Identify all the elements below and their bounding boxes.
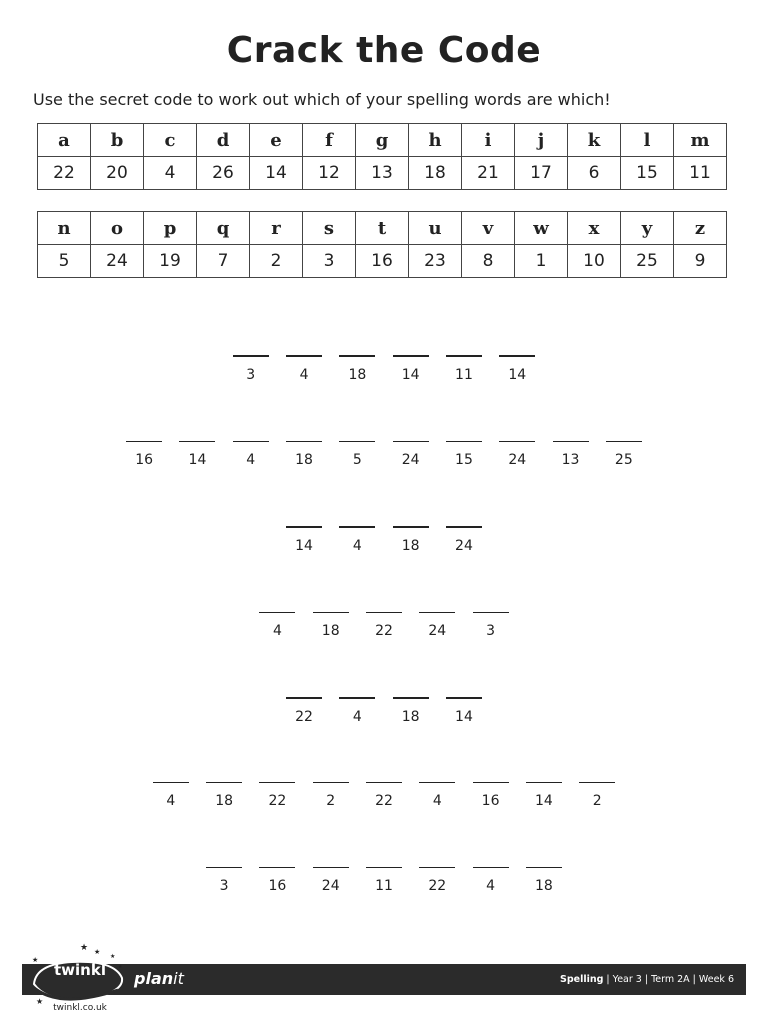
puzzle-word [0,612,768,639]
code-number-cell: 2 [250,245,303,278]
answer-blank[interactable] [339,355,375,357]
letter-slot [224,441,277,468]
letter-slot [304,612,357,639]
code-letter-cell: c [144,124,197,157]
code-letter-cell: y [621,212,674,245]
code-number: 4 [352,538,362,554]
code-number: 4 [432,793,442,809]
code-letter-cell: t [356,212,409,245]
code-number: 3 [246,367,256,383]
footer-subject: Spelling [559,974,604,985]
letter-slot [357,867,410,894]
answer-blank[interactable] [393,441,429,442]
code-letter-cell: d [197,124,250,157]
code-number: 16 [268,878,287,894]
letter-slot [331,526,384,554]
code-letters-row [38,212,727,245]
code-number: 18 [534,878,553,894]
letter-slot [491,441,544,468]
code-letter-cell: b [91,124,144,157]
code-number: 24 [321,878,340,894]
letter-slot [411,867,464,894]
code-number: 22 [428,878,447,894]
code-number: 22 [375,793,393,809]
code-number-cell: 17 [515,157,568,190]
code-letter-cell: x [568,212,621,245]
letter-slot [277,526,330,554]
letter-slot [304,782,357,809]
letter-slot [357,612,410,639]
code-number: 4 [486,878,496,894]
code-number: 14 [401,367,420,383]
letter-slot [331,355,384,383]
code-letter-cell: u [409,212,462,245]
svg-text:★: ★ [80,943,89,953]
letter-slot [331,697,384,725]
code-number: 18 [348,367,367,383]
answer-blank[interactable] [206,867,242,868]
code-number-cell: 16 [356,245,409,278]
letter-slot [437,441,490,468]
footer-info [560,974,734,985]
puzzle-word [0,782,768,809]
puzzle-word [0,697,768,725]
answer-blank[interactable] [606,441,642,442]
code-letter-cell: j [515,124,568,157]
code-number-cell: 19 [144,245,197,278]
answer-blank[interactable] [259,612,295,613]
code-number: 18 [321,623,340,639]
letter-slot [277,697,330,725]
code-number: 15 [455,452,473,468]
code-letter-cell: f [303,124,356,157]
letter-slot [411,782,464,809]
letter-slot [517,867,570,894]
answer-blank[interactable] [446,355,482,357]
code-letter-cell: i [462,124,515,157]
answer-blank[interactable] [179,441,215,442]
planit-prefix: plan [134,969,174,988]
answer-blank[interactable] [286,697,322,699]
code-number: 13 [561,452,580,468]
answer-blank[interactable] [286,526,322,528]
answer-blank[interactable] [526,867,562,868]
code-number-cell: 1 [515,245,568,278]
letter-slot [277,441,330,468]
code-number: 18 [215,793,234,809]
answer-blank[interactable] [153,782,189,783]
answer-blank[interactable] [419,612,455,613]
code-number-cell: 5 [38,245,91,278]
planit-suffix: it [173,969,184,988]
code-number: 14 [455,709,473,725]
answer-blank[interactable] [259,867,295,868]
code-number-cell: 6 [568,157,621,190]
code-number: 4 [272,623,282,639]
code-number-cell: 8 [462,245,515,278]
code-number-cell: 20 [91,157,144,190]
code-number: 16 [135,452,154,468]
letter-slot [144,782,197,809]
letter-slot [277,355,330,383]
code-number: 4 [246,452,256,468]
footer-details: | Year 3 | Term 2A | Week 6 [603,974,734,985]
letter-slot [464,612,517,639]
puzzle-word [0,526,768,554]
logo-url: twinkl.co.uk [53,1003,107,1013]
answer-blank[interactable] [446,697,482,699]
answer-blank[interactable] [366,782,402,783]
letter-slot [171,441,224,468]
code-number-cell: 14 [250,157,303,190]
code-letter-cell: g [356,124,409,157]
logo-text: twinkl [54,961,106,979]
code-letter-cell: l [621,124,674,157]
code-number-cell: 9 [674,245,727,278]
code-numbers-row [38,157,727,190]
code-number: 24 [508,452,527,468]
letter-slot [597,441,650,468]
code-number: 14 [188,452,207,468]
letter-slot [411,612,464,639]
letter-slot [437,697,490,725]
code-number-cell: 18 [409,157,462,190]
letter-slot [251,612,304,639]
answer-blank[interactable] [473,782,509,783]
answer-blank[interactable] [206,782,242,783]
code-number-cell: 13 [356,157,409,190]
code-number: 24 [428,623,447,639]
puzzle-word [0,441,768,468]
answer-blank[interactable] [339,697,375,699]
answer-blank[interactable] [366,867,402,868]
code-number: 18 [401,709,420,725]
code-number: 18 [401,538,420,554]
letter-slot [517,782,570,809]
code-number-cell: 7 [197,245,250,278]
answer-blank[interactable] [286,355,322,357]
code-letter-cell: k [568,124,621,157]
answer-blank[interactable] [446,526,482,528]
answer-blank[interactable] [286,441,322,442]
code-letter-cell: a [38,124,91,157]
code-number-cell: 24 [91,245,144,278]
answer-blank[interactable] [313,867,349,868]
letter-slot [331,441,384,468]
answer-blank[interactable] [259,782,295,783]
answer-blank[interactable] [419,782,455,783]
code-number-cell: 10 [568,245,621,278]
svg-text:★: ★ [36,997,44,1006]
code-number: 3 [486,623,496,639]
letter-slot [224,355,277,383]
code-number-cell: 26 [197,157,250,190]
answer-blank[interactable] [579,782,615,783]
letter-slot [357,782,410,809]
code-number: 22 [375,623,393,639]
code-number: 25 [614,452,633,468]
answer-blank[interactable] [393,526,429,528]
letter-slot [197,782,250,809]
code-table-a-m [37,123,727,190]
code-number: 14 [295,538,313,554]
answer-blank[interactable] [339,441,375,442]
code-number-cell: 12 [303,157,356,190]
answer-blank[interactable] [473,612,509,613]
answer-blank[interactable] [499,441,535,442]
svg-text:★: ★ [32,956,39,964]
code-letter-cell: s [303,212,356,245]
answer-blank[interactable] [393,697,429,699]
code-letter-cell: e [250,124,303,157]
page-title: Crack the Code [226,30,542,71]
code-letter-cell: z [674,212,727,245]
code-letter-cell: q [197,212,250,245]
code-number: 24 [401,452,420,468]
code-number: 4 [166,793,176,809]
code-number: 24 [455,538,473,554]
code-number-cell: 23 [409,245,462,278]
code-letter-cell: n [38,212,91,245]
code-number: 5 [352,452,362,468]
letter-slot [571,782,624,809]
letter-slot [384,526,437,554]
code-number-cell: 21 [462,157,515,190]
letter-slot [491,355,544,383]
letter-slot [384,697,437,725]
code-number-cell: 15 [621,157,674,190]
code-number: 3 [219,878,229,894]
code-number: 14 [508,367,527,383]
letter-slot [464,782,517,809]
code-number: 2 [326,793,336,809]
code-number: 11 [455,367,473,383]
answer-blank[interactable] [366,612,402,613]
letter-slot [384,355,437,383]
answer-blank[interactable] [446,441,482,442]
code-number-cell: 4 [144,157,197,190]
svg-text:★: ★ [118,964,123,970]
instruction-text: Use the secret code to work out which of your spelling words are which! [33,90,611,109]
code-number: 22 [268,793,287,809]
answer-blank[interactable] [419,867,455,868]
letter-slot [544,441,597,468]
code-number: 4 [299,367,309,383]
letter-slot [251,867,304,894]
code-numbers-row [38,245,727,278]
answer-blank[interactable] [339,526,375,528]
puzzle-word [0,355,768,383]
code-letter-cell: h [409,124,462,157]
svg-text:★: ★ [94,948,101,956]
code-number: 14 [534,793,553,809]
answer-blank[interactable] [313,782,349,783]
code-letter-cell: p [144,212,197,245]
answer-blank[interactable] [233,441,269,442]
letter-slot [437,355,490,383]
code-letter-cell: w [515,212,568,245]
answer-blank[interactable] [313,612,349,613]
code-letter-cell: v [462,212,515,245]
letter-slot [464,867,517,894]
letter-slot [251,782,304,809]
answer-blank[interactable] [233,355,269,357]
code-letter-cell: o [91,212,144,245]
letter-slot [437,526,490,554]
code-number-cell: 11 [674,157,727,190]
planit-brand [134,969,184,988]
letter-slot [118,441,171,468]
code-number: 4 [352,709,362,725]
answer-blank[interactable] [553,441,589,442]
code-number-cell: 25 [621,245,674,278]
code-number: 18 [295,452,313,468]
answer-blank[interactable] [499,355,535,357]
letter-slot [304,867,357,894]
puzzle-word [0,867,768,894]
answer-blank[interactable] [393,355,429,357]
answer-blank[interactable] [126,441,162,442]
code-number: 11 [375,878,393,894]
code-number: 16 [481,793,500,809]
svg-text:★: ★ [110,953,116,960]
code-table-n-z [37,211,727,278]
answer-blank[interactable] [473,867,509,868]
code-number: 2 [592,793,602,809]
code-number-cell: 22 [38,157,91,190]
code-letter-cell: r [250,212,303,245]
code-letters-row [38,124,727,157]
code-number-cell: 3 [303,245,356,278]
letter-slot [197,867,250,894]
code-number: 22 [295,709,313,725]
letter-slot [384,441,437,468]
code-letter-cell: m [674,124,727,157]
answer-blank[interactable] [526,782,562,783]
